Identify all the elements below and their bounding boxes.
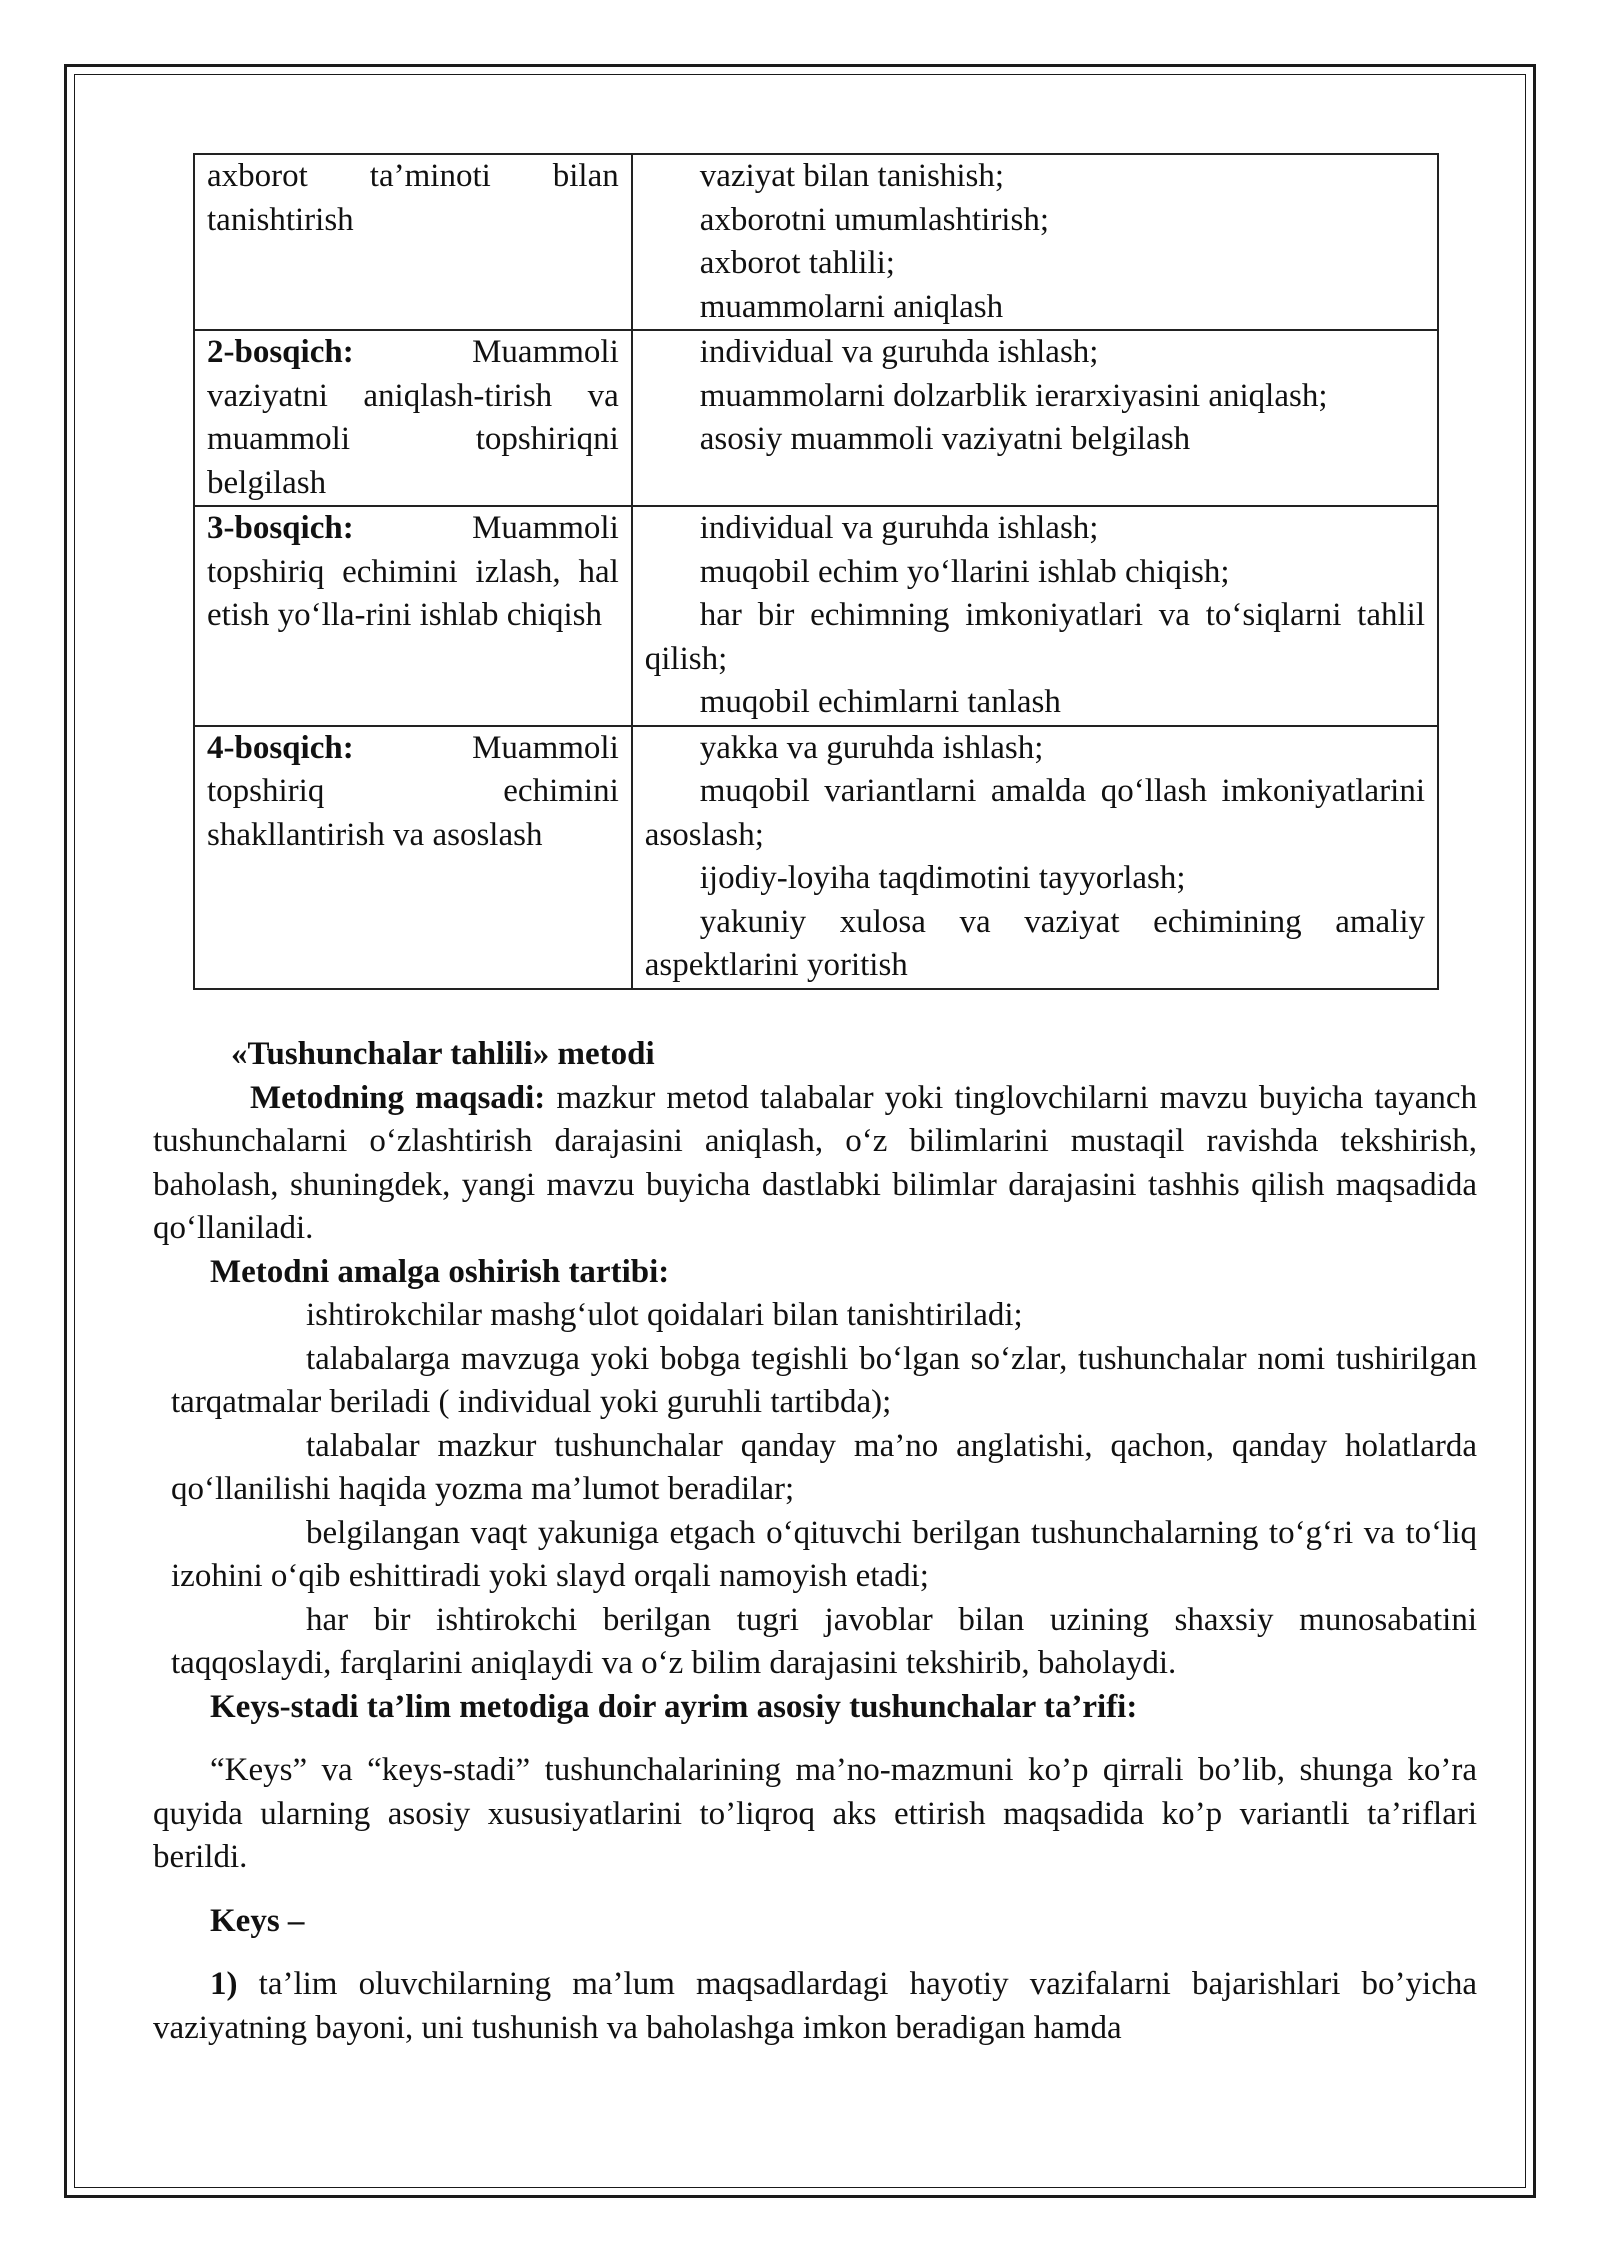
order-title-text: Metodni amalga oshirish tartibi:	[210, 1253, 670, 1290]
stage-cell	[194, 154, 632, 330]
keys-heading-text: Keys-stadi ta’lim metodiga doir ayrim asosiy tushunchalar ta’rifi:	[210, 1688, 1138, 1725]
table-row	[194, 154, 1438, 330]
stage-text: Muammoli topshiriq echimini izlash, hal etish yo‘lla-rini ishlab chiqish	[207, 510, 619, 633]
action-line: har bir echimning imkoniyatlari va to‘siqlarni tahlil qilish;	[644, 597, 1425, 677]
stage-text: Muammoli topshiriq echimini shakllantirish va asoslash	[207, 729, 619, 853]
actions-cell	[632, 154, 1438, 330]
goal-text: mazkur metod talabalar yoki tinglovchilarni mavzu buyicha tayanch tushunchalarni o‘zlashtirish darajasini aniqlash, o‘z bilimlarini mustaqil ravishda tekshirish, baholash, shuningdek, yangi mavzu buyicha dastlabki bilimlar darajasini tashhis qilish maqsadida qo‘llaniladi.	[153, 1079, 1477, 1246]
stages-table	[193, 153, 1439, 990]
definition-text: ta’lim oluvchilarning ma’lum maqsadlardagi hayotiy vazifalarni bajarishlari bo’yicha vaziyatning bayoni, uni tushunish va baholashga imkon beradigan hamda	[153, 1966, 1477, 2046]
list-item: talabalar mazkur tushunchalar qanday ma’no anglatishi, qachon, qanday holatlarda qo‘llanilishi haqida yozma ma’lumot beradilar;	[171, 1427, 1477, 1507]
stage-cell	[194, 506, 632, 726]
list-item: belgilangan vaqt yakuniga etgach o‘qituvchi berilgan tushunchalarning to‘g‘ri va to‘liq izohini o‘qib eshittiradi yoki slayd orqali namoyish etadi;	[171, 1514, 1477, 1594]
method-goal-paragraph	[153, 1077, 1477, 1251]
stage-label: 3-bosqich:	[207, 510, 354, 546]
goal-label: Metodning maqsadi:	[250, 1079, 546, 1116]
list-item: har bir ishtirokchi berilgan tugri javoblar bilan uzining shaxsiy munosabatini taqqoslaydi, farqlarini aniqlaydi va o‘z bilim darajasini tekshirib, baholaydi.	[171, 1601, 1477, 1681]
action-line: vaziyat bilan tanishish;	[699, 158, 1005, 194]
table-row	[194, 726, 1438, 989]
action-line: yakuniy xulosa va vaziyat echimining amaliy aspektlarini yoritish	[644, 903, 1425, 983]
actions-cell	[632, 330, 1438, 506]
list-item: talabalarga mavzuga yoki bobga tegishli bo‘lgan so‘zlar, tushunchalar nomi tushirilgan tarqatmalar beriladi ( individual yoki guruhli tartibda);	[171, 1340, 1477, 1420]
steps-list	[153, 1294, 1477, 1686]
action-line: individual va guruhda ishlash;	[699, 510, 1099, 546]
stage-label: 2-bosqich:	[207, 334, 354, 370]
keys-heading	[153, 1686, 1477, 1730]
method-title: «Tushunchalar tahlili» metodi	[231, 1036, 655, 1072]
action-line: yakka va guruhda ishlash;	[699, 729, 1044, 766]
keys-term	[153, 1900, 1477, 1944]
action-line: individual va guruhda ishlash;	[699, 334, 1099, 370]
action-line: muammolarni dolzarblik ierarxiyasini aniqlash;	[699, 377, 1328, 414]
actions-cell	[632, 726, 1438, 989]
action-line: axborot tahlili;	[699, 245, 895, 281]
action-line: muammolarni aniqlash	[699, 288, 1004, 325]
stage-label: 4-bosqich:	[207, 729, 354, 766]
stage-text: Muammoli vaziyatni aniqlash-tirish va muammoli topshiriqni belgilash	[207, 334, 619, 501]
action-line: ijodiy-loyiha taqdimotini tayyorlash;	[699, 860, 1186, 896]
order-title	[153, 1251, 1477, 1295]
keys-term-text: Keys –	[210, 1902, 305, 1939]
actions-cell	[632, 506, 1438, 726]
keys-intro: “Keys” va “keys-stadi” tushunchalarining ma’no-mazmuni ko’p qirrali bo’lib, shunga ko’ra quyida ularning asosiy xususiyatlarini to’liqroq aks ettirish maqsadida ko’p variantli ta’riflari berildi.	[153, 1752, 1477, 1875]
list-item: ishtirokchilar mashg‘ulot qoidalari bilan tanishtiriladi;	[306, 1297, 1023, 1333]
stage-cell	[194, 726, 632, 989]
keys-definition	[153, 1963, 1477, 2050]
action-line: muqobil echim yo‘llarini ishlab chiqish;	[699, 553, 1230, 590]
definition-number: 1)	[210, 1966, 238, 2002]
stage-cell	[194, 330, 632, 506]
table-row	[194, 506, 1438, 726]
table-row	[194, 330, 1438, 506]
body-text	[153, 1033, 1477, 2050]
action-line: muqobil variantlarni amalda qo‘llash imkoniyatlarini asoslash;	[644, 773, 1425, 853]
action-line: asosiy muammoli vaziyatni belgilash	[699, 421, 1191, 457]
action-line: axborotni umumlashtirish;	[699, 201, 1049, 238]
action-line: muqobil echimlarni tanlash	[699, 684, 1061, 720]
stage-text: axborot ta’minoti bilan tanishtirish	[207, 158, 619, 238]
